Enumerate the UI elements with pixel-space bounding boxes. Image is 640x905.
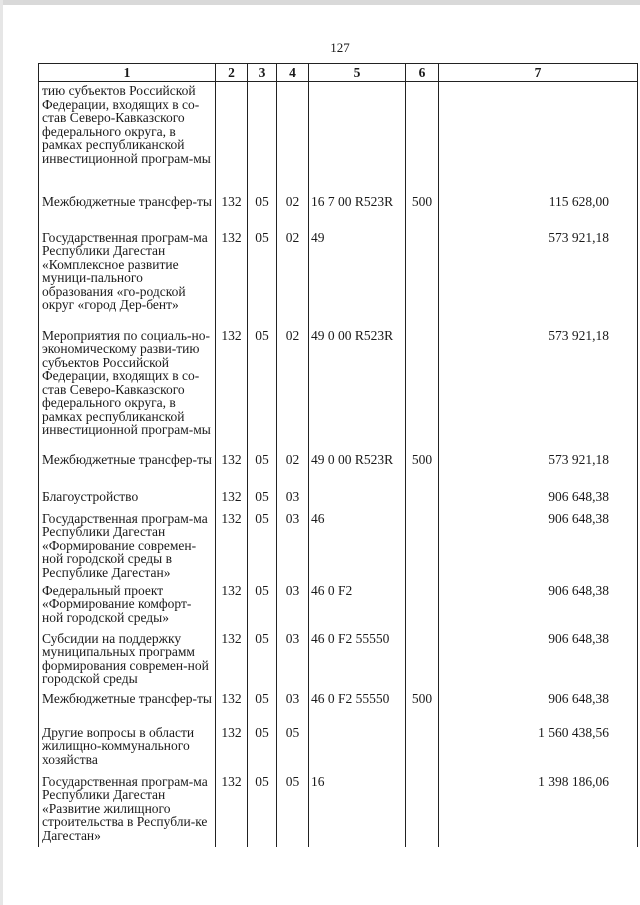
cell-code: 132 <box>216 488 248 510</box>
cell-section: 05 <box>248 690 277 724</box>
cell-section: 05 <box>248 229 277 327</box>
cell-expense-type <box>406 630 439 690</box>
cell-subsection: 03 <box>277 690 309 724</box>
cell-section: 05 <box>248 451 277 488</box>
cell-subsection: 02 <box>277 451 309 488</box>
cell-code: 132 <box>216 451 248 488</box>
scan-left-edge <box>0 0 3 905</box>
cell-section: 05 <box>248 630 277 690</box>
scan-top-edge <box>0 0 640 5</box>
cell-target-article: 46 0 F2 55550 <box>309 690 406 724</box>
cell-code <box>216 82 248 193</box>
row-name: Субсидии на поддержку муниципальных программ формирования современ-ной городской среды <box>39 630 216 690</box>
table-row <box>39 690 638 724</box>
cell-expense-type <box>406 82 439 193</box>
cell-amount: 906 648,38 <box>439 690 638 724</box>
cell-amount: 906 648,38 <box>439 510 638 582</box>
cell-subsection: 02 <box>277 327 309 451</box>
cell-expense-type: 500 <box>406 193 439 229</box>
cell-expense-type: 500 <box>406 451 439 488</box>
cell-amount: 906 648,38 <box>439 582 638 630</box>
cell-subsection: 03 <box>277 630 309 690</box>
cell-section <box>248 82 277 193</box>
column-header: 7 <box>439 64 638 82</box>
cell-amount: 573 921,18 <box>439 327 638 451</box>
row-name: Благоустройство <box>39 488 216 510</box>
row-name: Федеральный проект «Формирование комфорт-ной городской среды» <box>39 582 216 630</box>
column-header: 1 <box>39 64 216 82</box>
cell-target-article: 49 0 00 R523R <box>309 327 406 451</box>
cell-section: 05 <box>248 488 277 510</box>
cell-subsection: 02 <box>277 229 309 327</box>
cell-target-article <box>309 82 406 193</box>
cell-expense-type <box>406 773 439 847</box>
budget-table <box>38 63 638 847</box>
cell-section: 05 <box>248 773 277 847</box>
cell-code: 132 <box>216 724 248 773</box>
column-header: 2 <box>216 64 248 82</box>
table-row <box>39 488 638 510</box>
cell-amount: 906 648,38 <box>439 488 638 510</box>
table-row <box>39 724 638 773</box>
cell-amount: 573 921,18 <box>439 229 638 327</box>
cell-expense-type <box>406 582 439 630</box>
cell-target-article: 46 0 F2 <box>309 582 406 630</box>
cell-code: 132 <box>216 193 248 229</box>
cell-expense-type: 500 <box>406 690 439 724</box>
table-row <box>39 193 638 229</box>
row-name: Межбюджетные трансфер-ты <box>39 451 216 488</box>
cell-amount: 906 648,38 <box>439 630 638 690</box>
cell-code: 132 <box>216 510 248 582</box>
cell-expense-type <box>406 488 439 510</box>
column-header: 6 <box>406 64 439 82</box>
cell-amount: 1 560 438,56 <box>439 724 638 773</box>
cell-expense-type <box>406 724 439 773</box>
cell-section: 05 <box>248 193 277 229</box>
cell-code: 132 <box>216 773 248 847</box>
row-name: Государственная програм-ма Республики Дагестан «Развитие жилищного строительства в Республи-ке Дагестан» <box>39 773 216 847</box>
table-row <box>39 630 638 690</box>
cell-target-article: 16 <box>309 773 406 847</box>
cell-amount: 115 628,00 <box>439 193 638 229</box>
cell-amount: 1 398 186,06 <box>439 773 638 847</box>
cell-subsection: 03 <box>277 488 309 510</box>
cell-amount <box>439 82 638 193</box>
cell-subsection <box>277 82 309 193</box>
cell-section: 05 <box>248 582 277 630</box>
cell-code: 132 <box>216 229 248 327</box>
row-name: Межбюджетные трансфер-ты <box>39 193 216 229</box>
cell-target-article: 46 0 F2 55550 <box>309 630 406 690</box>
cell-target-article: 49 0 00 R523R <box>309 451 406 488</box>
cell-code: 132 <box>216 582 248 630</box>
column-header: 5 <box>309 64 406 82</box>
table-row <box>39 82 638 193</box>
cell-amount: 573 921,18 <box>439 451 638 488</box>
table-header-row <box>39 64 638 82</box>
cell-subsection: 03 <box>277 510 309 582</box>
cell-subsection: 05 <box>277 773 309 847</box>
table-row <box>39 773 638 847</box>
table-row <box>39 229 638 327</box>
row-name: Другие вопросы в области жилищно-коммунального хозяйства <box>39 724 216 773</box>
row-name: Мероприятия по социаль-но-экономическому разви-тию субъектов Российской Федерации, входящих в со-став Северо-Кавказского федерального округа, в рамках республиканской инвестиционной програм-мы <box>39 327 216 451</box>
cell-code: 132 <box>216 327 248 451</box>
row-name: Государственная програм-ма Республики Дагестан «Формирование современ-ной городской среды в Республике Дагестан» <box>39 510 216 582</box>
row-name: Межбюджетные трансфер-ты <box>39 690 216 724</box>
cell-target-article: 16 7 00 R523R <box>309 193 406 229</box>
cell-code: 132 <box>216 630 248 690</box>
cell-target-article: 49 <box>309 229 406 327</box>
cell-expense-type <box>406 327 439 451</box>
cell-subsection: 02 <box>277 193 309 229</box>
cell-section: 05 <box>248 724 277 773</box>
cell-expense-type <box>406 229 439 327</box>
cell-target-article <box>309 724 406 773</box>
cell-subsection: 05 <box>277 724 309 773</box>
table-row <box>39 510 638 582</box>
row-name: тию субъектов Российской Федерации, входящих в со-став Северо-Кавказского федерального округа, в рамках республиканской инвестиционной програм-мы <box>39 82 216 193</box>
cell-expense-type <box>406 510 439 582</box>
column-header: 4 <box>277 64 309 82</box>
column-header: 3 <box>248 64 277 82</box>
cell-section: 05 <box>248 510 277 582</box>
cell-target-article: 46 <box>309 510 406 582</box>
cell-section: 05 <box>248 327 277 451</box>
table-row <box>39 327 638 451</box>
cell-code: 132 <box>216 690 248 724</box>
cell-subsection: 03 <box>277 582 309 630</box>
cell-target-article <box>309 488 406 510</box>
table-row <box>39 451 638 488</box>
page-number: 127 <box>330 40 350 55</box>
row-name: Государственная програм-ма Республики Дагестан «Комплексное развитие муници-пального образования «го-родской округ «город Дер-бент» <box>39 229 216 327</box>
table-row <box>39 582 638 630</box>
